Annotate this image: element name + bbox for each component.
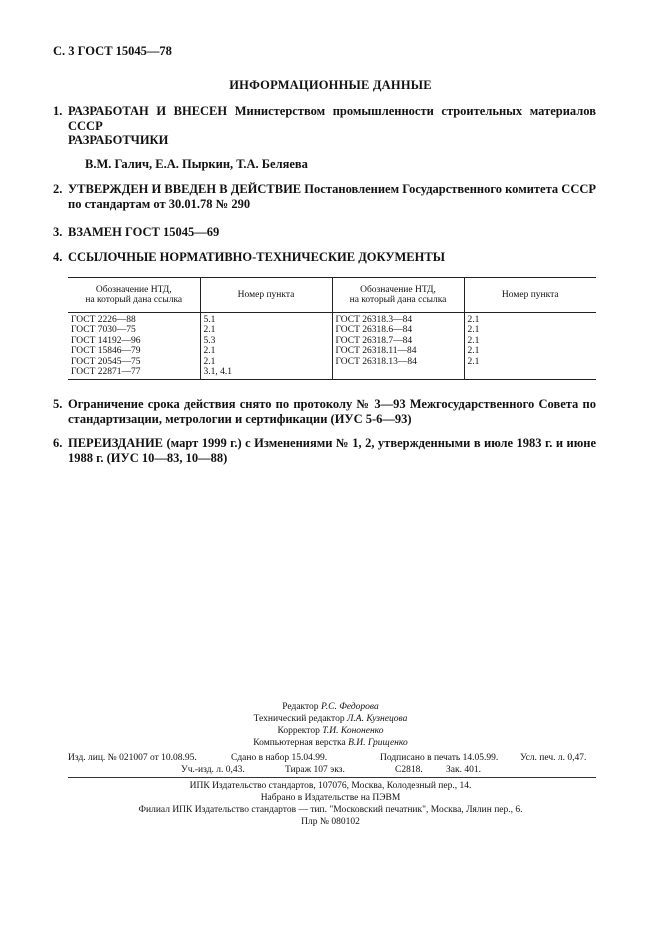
cell-ntd-left — [68, 313, 200, 380]
item-bold: РАЗРАБОТАН И ВНЕСЕН — [68, 104, 228, 118]
cell-line: 5.3 — [203, 335, 216, 346]
cell-line: ГОСТ 26318.11—84 — [335, 346, 417, 357]
credits-block — [0, 701, 661, 749]
publisher-line: Набрано в Издательстве на ПЭВМ — [260, 793, 401, 803]
credit-name: Р.С. Федорова — [320, 702, 379, 712]
item-number: 6. — [53, 436, 63, 450]
publisher-line: ИПК Издательство стандартов, 107076, Москва, Колодезный пер., 14. — [189, 781, 472, 791]
imprint-divider — [68, 777, 596, 778]
header-text: Обозначение НТД, на который дана ссылка — [349, 284, 447, 305]
credit-tech-editor — [0, 713, 661, 725]
item-bold: ССЫЛОЧНЫЕ НОРМАТИВНО-ТЕХНИЧЕСКИЕ ДОКУМЕНТЫ — [68, 250, 445, 264]
item-number: 3. — [53, 225, 63, 239]
publisher-block — [0, 780, 661, 828]
imprint-order: Зак. 401. — [446, 765, 481, 775]
info-item-5 — [53, 397, 596, 427]
cell-line: ГОСТ 22871—77 — [71, 367, 141, 378]
header-text: Номер пункта — [237, 289, 295, 300]
cell-line: ГОСТ 20545—75 — [71, 356, 141, 367]
credit-name: Л.А. Кузнецова — [346, 714, 408, 724]
cell-point-left — [200, 313, 332, 380]
info-item-1 — [53, 104, 596, 134]
developers-names: В.М. Галич, Е.А. Пыркин, Т.А. Беляева — [85, 157, 308, 171]
cell-line: 3.1, 4.1 — [203, 367, 232, 378]
table-body-row — [68, 313, 596, 380]
page-header: С. 3 ГОСТ 15045—78 — [53, 44, 172, 58]
credit-role: Редактор — [282, 702, 319, 712]
info-item-3 — [53, 225, 596, 240]
cell-line: ГОСТ 7030—75 — [71, 325, 136, 336]
cell-line: 5.1 — [203, 315, 216, 325]
item-number: 2. — [53, 182, 63, 196]
cell-line: 2.1 — [203, 356, 216, 367]
cell-line: ГОСТ 26318.7—84 — [335, 335, 413, 346]
references-table — [68, 277, 596, 380]
imprint-typeset-date: Сдано в набор 15.04.99. — [231, 753, 328, 763]
info-item-4 — [53, 250, 596, 265]
cell-line: ГОСТ 26318.6—84 — [335, 325, 413, 336]
cell-point-right — [464, 313, 596, 380]
credit-corrector — [0, 725, 661, 737]
item-number: 4. — [53, 250, 63, 264]
credit-editor — [0, 701, 661, 713]
publisher-line: Плр № 080102 — [301, 817, 360, 827]
item-number: 1. — [53, 104, 63, 118]
cell-line: ГОСТ 26318.3—84 — [335, 315, 413, 325]
header-point-right — [464, 278, 596, 313]
header-point-left — [200, 278, 332, 313]
imprint-circulation: Тираж 107 экз. — [285, 765, 345, 775]
cell-line: 2.1 — [467, 325, 480, 336]
cell-line: 2.1 — [467, 335, 480, 346]
imprint-code: С2818. — [395, 765, 423, 775]
credit-role: Технический редактор — [253, 714, 345, 724]
cell-ntd-right — [332, 313, 464, 380]
cell-line: 2.1 — [467, 356, 480, 367]
header-text: Номер пункта — [501, 289, 559, 300]
cell-line: ГОСТ 26318.13—84 — [335, 356, 417, 367]
publisher-line: Филиал ИПК Издательство стандартов — тип. "Московский печатник", Москва, Лялин пер., 6. — [138, 805, 523, 815]
item-text: Ограничение срока действия снято по протоколу № 3—93 Межгосударственного Совета по стандартизации, метрологии и сертификации (ИУС 5-6—93) — [68, 397, 596, 426]
credit-name: Т.И. Кононенко — [322, 726, 384, 736]
header-ntd-right — [332, 278, 464, 313]
item-bold: ВЗАМЕН ГОСТ 15045—69 — [68, 225, 220, 239]
item-text: Министерством промышленности строительных материалов СССР — [68, 104, 596, 133]
info-item-2 — [53, 182, 597, 212]
cell-line: 2.1 — [467, 346, 480, 357]
item-text: Постановлением Государственного комитета СССР по стандартам от 30.01.78 № 290 — [68, 182, 597, 211]
imprint-print-date: Подписано в печать 14.05.99. — [380, 753, 499, 763]
header-ntd-left — [68, 278, 200, 313]
item-number: 5. — [53, 397, 63, 411]
imprint-print-sheets: Усл. печ. л. 0,47. — [520, 753, 587, 763]
cell-line: ГОСТ 15846—79 — [71, 346, 141, 357]
credit-name: В.И. Грищенко — [348, 738, 408, 748]
header-text: Обозначение НТД, на который дана ссылка — [85, 284, 183, 305]
credit-layout — [0, 737, 661, 749]
credit-role: Корректор — [277, 726, 320, 736]
cell-line: 2.1 — [203, 346, 216, 357]
imprint-license: Изд. лиц. № 021007 от 10.08.95. — [68, 753, 197, 763]
item-bold: ПЕРЕИЗДАНИЕ — [68, 436, 164, 450]
item-bold: УТВЕРЖДЕН И ВВЕДЕН В ДЕЙСТВИЕ — [68, 182, 302, 196]
info-item-6 — [53, 436, 596, 466]
developers-heading: РАЗРАБОТЧИКИ — [68, 133, 169, 147]
imprint-publish-sheets: Уч.-изд. л. 0,43. — [181, 765, 245, 775]
page-title: ИНФОРМАЦИОННЫЕ ДАННЫЕ — [229, 78, 432, 92]
cell-line: ГОСТ 14192—96 — [71, 335, 141, 346]
cell-line: 2.1 — [203, 325, 216, 336]
item-text: (март 1999 г.) с Изменениями № 1, 2, утвержденными в июле 1983 г. и июне 1988 г. (ИУС 10—83, 10—88) — [68, 436, 596, 465]
cell-line: 2.1 — [467, 315, 480, 325]
table-header-row — [68, 278, 596, 313]
credit-role: Компьютерная верстка — [253, 738, 346, 748]
cell-line: ГОСТ 2226—88 — [71, 315, 136, 325]
